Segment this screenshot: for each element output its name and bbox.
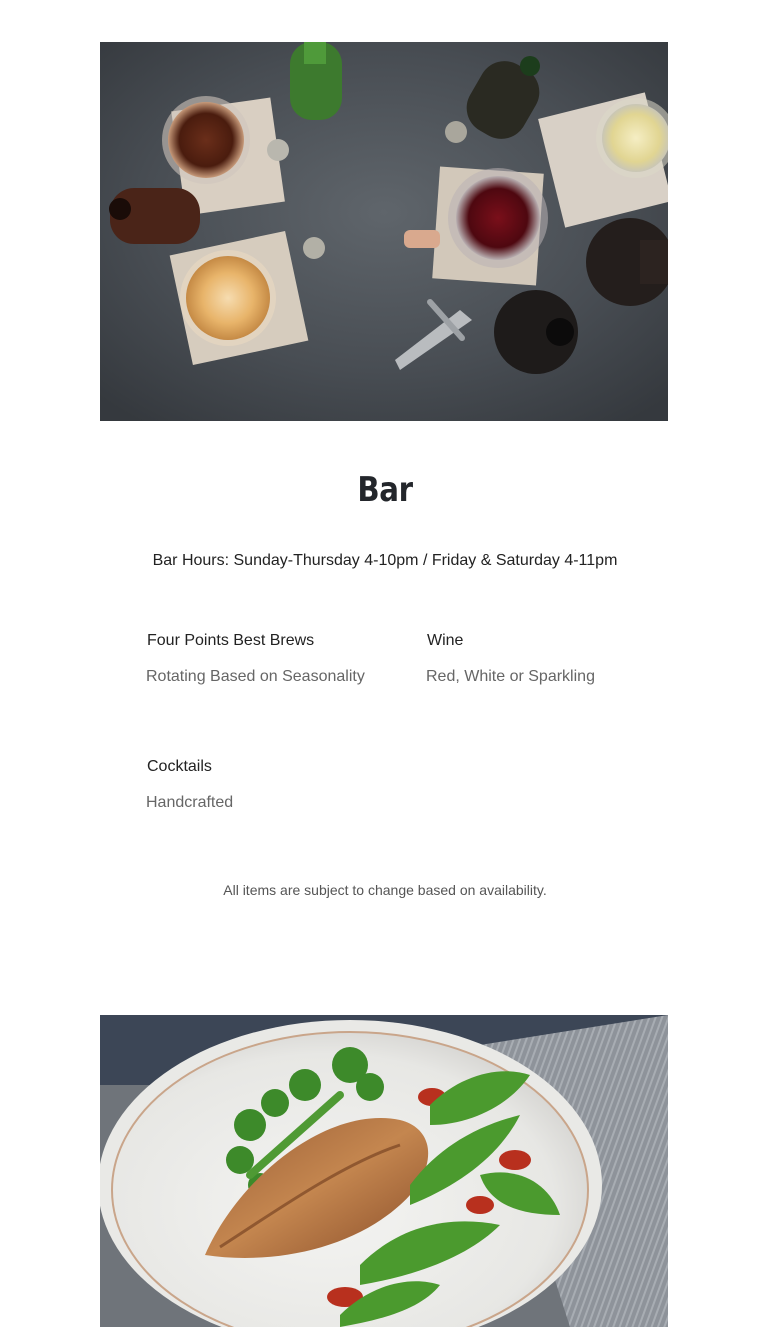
menu-item-name: Four Points Best Brews <box>147 632 315 649</box>
chicken-dish-photo <box>100 1015 668 1327</box>
menu-item-cocktails <box>146 758 376 815</box>
menu-item-description: Handcrafted <box>146 794 234 811</box>
menu-item-wine <box>426 632 656 689</box>
menu-item-name: Cocktails <box>147 758 212 775</box>
menu-item-name: Wine <box>427 632 464 649</box>
bar-drinks-photo <box>100 42 668 421</box>
menu-item-description: Rotating Based on Seasonality <box>146 668 365 685</box>
availability-disclaimer: All items are subject to change based on availability. <box>223 882 547 898</box>
menu-item-brews <box>146 632 376 689</box>
bar-hours: Bar Hours: Sunday-Thursday 4-10pm / Friday & Saturday 4-11pm <box>152 552 618 569</box>
menu-item-description: Red, White or Sparkling <box>426 668 595 685</box>
bar-title: Bar <box>357 470 413 510</box>
